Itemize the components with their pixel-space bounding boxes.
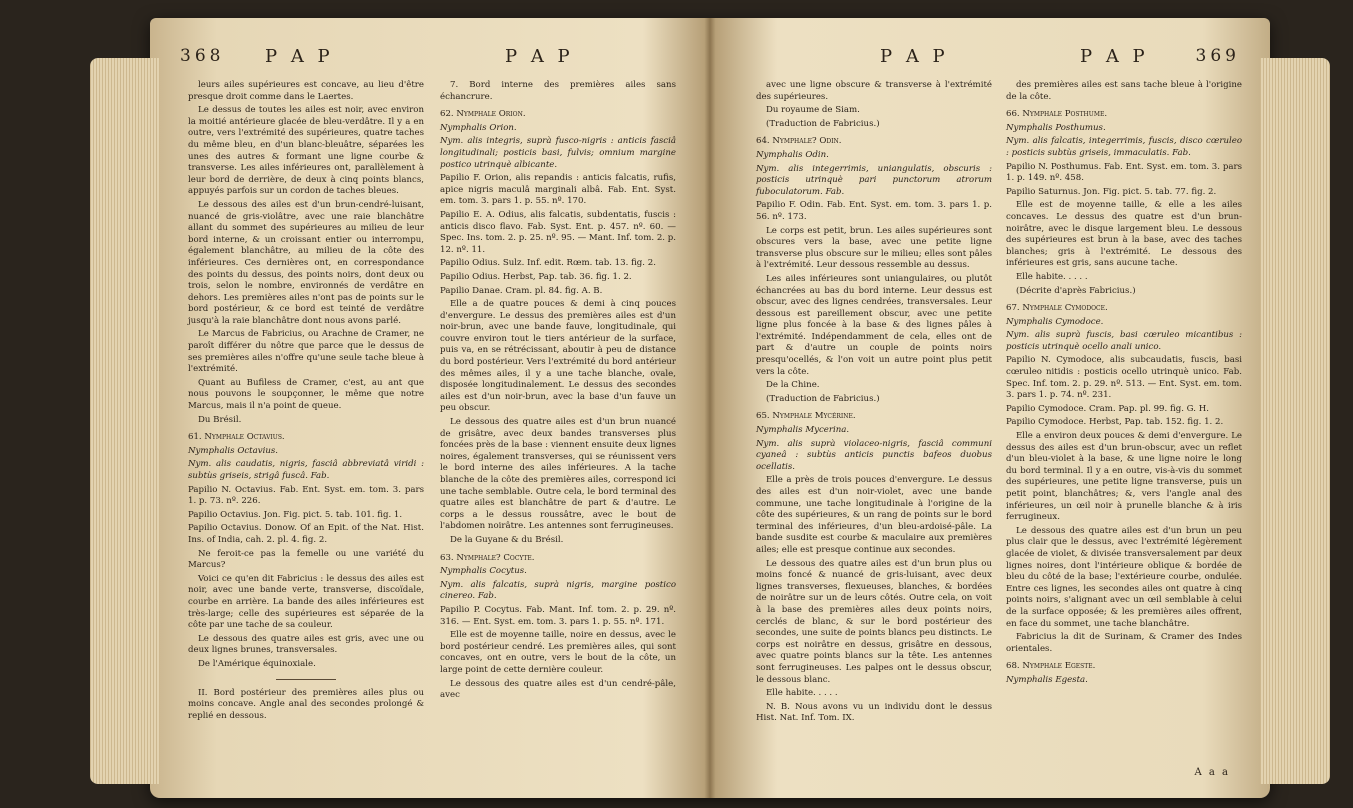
paragraph: Du royaume de Siam.: [766, 105, 860, 116]
signature-mark: A a a: [1194, 767, 1230, 778]
species-heading: 62. Nymphale Orion.: [440, 109, 526, 120]
paragraph: avec une ligne obscure & transverse à l'extrémité des supérieures.: [756, 80, 992, 102]
text-column: [188, 80, 424, 724]
page-number: 369: [1195, 46, 1240, 66]
bibliographic-reference: Papilio Odius. Sulz. Inf. edit. Rœm. tab. 13. fig. 2.: [440, 258, 656, 269]
latin-diagnosis: Nym. alis falcatis, suprà nigris, margine postico cinereo. Fab.: [440, 579, 676, 602]
bibliographic-reference: Papilio Octavius. Jon. Fig. pict. 5. tab. 101. fig. 1.: [188, 509, 403, 520]
paragraph: leurs ailes supérieures est concave, au lieu d'être presque droit comme dans le Laertes.: [188, 80, 424, 102]
bibliographic-reference: Papilio F. Orion, alis repandis : anticis falcatis, rufis, apice nigris maculâ marginali albâ. Fab. Ent. Syst. em. tom. 3. pars 1. p. 55. nº. 170.: [440, 173, 676, 207]
open-book: [150, 18, 1270, 798]
species-heading: 64. Nymphale? Odin.: [756, 136, 842, 147]
left-page-header: [180, 46, 660, 76]
paragraph: Le dessous des quatre ailes est d'un brun un peu plus clair que le dessus, avec l'extrémité légèrement glacée de violet, & divisée transversalement par deux lignes noires, dont l'intérieure oblique & bordée de bleu du côté de la base; l'extérieure courbe, ondulée. Entre ces lignes, les secondes ailes ont quatre à cinq points noirs, s'alignant avec un œil semblable à celui de la surface opposée; & les premières ailes offrent, en face du sommet, une tache blanchâtre.: [1006, 525, 1242, 629]
paragraph: II. Bord postérieur des premières ailes plus ou moins concave. Angle anal des secondes prolongé & replié en dessous.: [188, 687, 424, 721]
bibliographic-reference: Papilio Octavius. Donow. Of an Epit. of the Nat. Hist. Ins. of India, cah. 2. pl. 4. fig. 2.: [188, 523, 424, 545]
paragraph: Elle est de moyenne taille, & elle a les ailes concaves. Le dessus des quatre est d'un brun-noirâtre, avec le disque largement bleu. Le dessous des supérieures est brun à la base, avec des taches blanches; gris à l'extrémité. Le dessous des inférieures est gris, sans aucune tache.: [1006, 200, 1242, 269]
paragraph: N. B. Nous avons vu un individu dont le dessus Hist. Nat. Inf. Tom. IX.: [756, 701, 992, 724]
species-heading: 68. Nymphale Egeste.: [1006, 661, 1096, 672]
bibliographic-reference: Papilio P. Cocytus. Fab. Mant. Inf. tom. 2. p. 29. nº. 316. — Ent. Syst. em. tom. 3. pars 1. p. 55. nº. 171.: [440, 604, 676, 627]
latin-diagnosis: Nymphalis Cymodoce.: [1006, 316, 1104, 327]
paragraph: Elle a de quatre pouces & demi à cinq pouces d'envergure. Le dessus des premières ailes est d'un noir-brun, avec une bande fauve, longitudinale, qui couvre environ tout le tiers antérieur de la surface, puis va, en se rétrécissant, aboutir à peu de distance du bord postérieur. Vers l'extrémité du bord antérieur des mêmes ailes, il y a une tache blanche, ovale, disposée longitudinalement. Le dessus des secondes ailes est d'un noir-brun, avec la base d'un fauve un peu obscur.: [440, 299, 676, 414]
latin-diagnosis: Nym. alis integerrimis, uniangulatis, obscuris : posticis utrinquè pari punctorum atrorum fuboculatorum. Fab.: [756, 163, 992, 197]
text-column: [1006, 80, 1242, 689]
species-heading: 63. Nymphale? Cocyte.: [440, 552, 535, 563]
paragraph: Le dessous des quatre ailes est d'un brun plus ou moins foncé & nuancé de gris-luisant, avec deux lignes transverses, flexueuses, blanches, & bordées de noirâtre sur un de leurs côtés. Outre cela, on voit à la base des premières ailes deux points noirs, cerclés de blanc, & sur le bord postérieur des secondes, une suite de points blancs peu distincts. Le corps est noirâtre en dessus, grisâtre en dessous, avec quatre points blancs sur la tête. Les antennes sont ferrugineuses. Les palpes ont le dessus obscur, le dessous blanc.: [756, 558, 992, 685]
paragraph: Le corps est petit, brun. Les ailes supérieures sont obscures vers la base, avec une petite ligne transverse plus obscure sur le milieu; elles sont pâles à l'extrémité. Leur dessous ressemble au dessus.: [756, 225, 992, 271]
latin-diagnosis: Nymphalis Egesta.: [1006, 674, 1088, 685]
running-head: P A P: [505, 46, 574, 67]
species-heading: 61. Nymphale Octavius.: [188, 432, 285, 443]
paragraph: De l'Amérique équinoxiale.: [198, 658, 316, 669]
species-heading: 66. Nymphale Posthume.: [1006, 109, 1108, 120]
paragraph: 7. Bord interne des premières ailes sans échancrure.: [440, 80, 676, 102]
bibliographic-reference: Papilio Danae. Cram. pl. 84. fig. A. B.: [440, 285, 603, 296]
paragraph: Ne feroit-ce pas la femelle ou une variété du Marcus?: [188, 548, 424, 571]
latin-diagnosis: Nymphalis Cocytus.: [440, 566, 527, 577]
right-page-header: [760, 46, 1240, 76]
page-number: 368: [180, 46, 225, 66]
right-page: [730, 18, 1270, 798]
latin-diagnosis: Nym. alis caudatis, nigris, fasciâ abbreviatâ viridi : subtùs griseis, strigâ fuscâ. Fab.: [188, 459, 424, 481]
running-head: P A P: [265, 46, 334, 67]
paragraph: des premières ailes est sans tache bleue à l'origine de la côte.: [1006, 80, 1242, 102]
latin-diagnosis: Nymphalis Posthumus.: [1006, 122, 1106, 133]
latin-diagnosis: Nym. alis falcatis, integerrimis, fuscis, disco cœruleo : posticis subtùs griseis, immaculatis. Fab.: [1006, 136, 1242, 158]
paragraph: Elle est de moyenne taille, noire en dessus, avec le bord postérieur cendré. Les premières ailes, qui sont concaves, ont en outre, vers le bout de la côte, un large point de cette dernière couleur.: [440, 630, 676, 675]
latin-diagnosis: Nym. alis integris, suprà fusco-nigris : anticis fasciâ longitudinali; posticis basi, fulvis; omnium margine postico utrinquè albicante.: [440, 136, 676, 170]
paragraph: Elle habite. . . . .: [1016, 271, 1088, 282]
latin-diagnosis: Nymphalis Odin.: [756, 149, 829, 160]
running-head: P A P: [1080, 46, 1149, 67]
bibliographic-reference: Papilio Saturnus. Jon. Fig. pict. 5. tab. 77. fig. 2.: [1006, 186, 1217, 197]
running-head: P A P: [880, 46, 949, 67]
bibliographic-reference: Papilio Cymodoce. Herbst, Pap. tab. 152. fig. 1. 2.: [1006, 417, 1224, 428]
section-divider: [276, 679, 336, 680]
latin-diagnosis: Nymphalis Octavius.: [188, 445, 279, 456]
paragraph: Le dessous des ailes est d'un brun-cendré-luisant, nuancé de gris-violâtre, avec une raie blanchâtre allant du sommet des supérieures au milieu de leur bord interne, & un croissant entier ou interrompu, également blanchâtre, au milieu de la côte des inférieures. Ces dernières ont, en correspondance des points du dessus, des points noirs, dont deux ou trois, selon le nombre, environnés de verdâtre en dehors. Les premières ailes n'ont pas de points sur le bord postérieur, & ce bord est teinté de verdâtre jusqu'à la raie blanchâtre dont nous avons parlé.: [188, 199, 424, 326]
paragraph: Du Brésil.: [198, 414, 242, 425]
paragraph: Elle a environ deux pouces & demi d'envergure. Le dessus des ailes est d'un brun-obscur, avec un reflet d'un bleu-violet à la base, & une ligne noire le long du bord terminal. Il y a en outre, vis-à-vis du sommet des supérieures, une petite ligne transverse, puis un petit point, blanchâtres; &, vers l'angle anal des inférieures, un œil noir à prunelle blanche & à iris ferrugineux.: [1006, 431, 1242, 523]
paragraph: (Traduction de Fabricius.): [766, 118, 880, 129]
paragraph: Le dessus de toutes les ailes est noir, avec environ la moitié antérieure glacée de bleu-verdâtre. Il y a en outre, vers l'extrémité des supérieures, quatre taches du même bleu, en d'un blanc-bleuâtre, séparées les unes des autres & formant une ligne courbe & transverse. Les ailes inférieures ont, parallèlement à leur bord de derrière, de deux à cinq points blancs, appuyés parfois sur un cordon de taches bleues.: [188, 105, 424, 197]
paragraph: De la Guyane & du Brésil.: [450, 534, 564, 545]
paragraph: (Décrite d'après Fabricius.): [1016, 285, 1136, 296]
bibliographic-reference: Papilio E. A. Odius, alis falcatis, subdentatis, fuscis : anticis disco flavo. Fab. Syst. Ent. p. 457. nº. 60. — Spec. Ins. tom. 2. p. 25. nº. 95. — Mant. Inf. tom. 2. p. 12. nº. 11.: [440, 209, 676, 255]
paragraph: Le dessous des quatre ailes est d'un brun nuancé de grisâtre, avec deux bandes transverses plus foncées près de la base : viennent ensuite deux lignes noires, également transverses, qui se réunissent vers le bord interne des ailes inférieures. A la tache blanche de la côte des premières ailes, correspond ici une tache semblable. Outre cela, le bord terminal des quatre ailes est blanchâtre de part & d'autre. Le corps a le dessus roussâtre, avec le bout de l'abdomen noirâtre. Les antennes sont ferrugineuses.: [440, 417, 676, 532]
paragraph: Elle habite. . . . .: [766, 688, 838, 699]
paragraph: Fabricius la dit de Surinam, & Cramer des Indes orientales.: [1006, 632, 1242, 654]
latin-diagnosis: Nymphalis Orion.: [440, 122, 517, 133]
paragraph: De la Chine.: [766, 380, 820, 391]
bibliographic-reference: Papilio N. Posthumus. Fab. Ent. Syst. em. tom. 3. pars 1. p. 149. nº. 458.: [1006, 161, 1242, 184]
paragraph: Le Marcus de Fabricius, ou Arachne de Cramer, ne paroît différer du nôtre que parce que le dessus de ses premières ailes n'offre qu'une seule tache bleue à l'extrémité.: [188, 329, 424, 375]
bibliographic-reference: Papilio Odius. Herbst, Pap. tab. 36. fig. 1. 2.: [440, 271, 632, 282]
species-heading: 67. Nymphale Cymodoce.: [1006, 303, 1108, 314]
page-edges-right: [1260, 58, 1330, 784]
latin-diagnosis: Nym. alis suprà fuscis, basi cœruleo micantibus : posticis utrinquè ocello anali unico.: [1006, 330, 1242, 352]
latin-diagnosis: Nymphalis Mycerina.: [756, 425, 850, 436]
left-page: [150, 18, 690, 798]
text-column: [440, 80, 676, 704]
paragraph: Voici ce qu'en dit Fabricius : le dessus des ailes est noir, avec une bande verte, transverse, discoïdale, courbe en arrière. La bande des ailes inférieures est très-large; celle des supérieures est séparée de la côte par une tache de sa couleur.: [188, 573, 424, 631]
text-column: [756, 80, 992, 727]
paragraph: Les ailes inférieures sont uniangulaires, ou plutôt échancrées au bas du bord interne. Leur dessus est obscur, avec des lignes cendrées, transversales. Leur dessous est pareillement obscur, avec une petite ligne plus foncée à la base & des lignes pâles à l'extrémité. Indépendamment de cela, elles ont de part & d'autre un couple de points noirs presqu'ocellés, & l'on voit un autre point plus petit vers la côte.: [756, 273, 992, 377]
bibliographic-reference: Papilio N. Octavius. Fab. Ent. Syst. em. tom. 3. pars 1. p. 73. nº. 226.: [188, 484, 424, 507]
paragraph: Elle a près de trois pouces d'envergure. Le dessus des ailes est d'un noir-violet, avec une bande commune, une tache longitudinale à l'origine de la côte des supérieures, & un rang de points sur le bord terminal des inférieures, d'un bleu-ardoisé-pâle. La bande susdite est courbe & maculaire aux premières ailes; elle est presque continue aux secondes.: [756, 475, 992, 555]
paragraph: (Traduction de Fabricius.): [766, 393, 880, 404]
bibliographic-reference: Papilio F. Odin. Fab. Ent. Syst. em. tom. 3. pars 1. p. 56. nº. 173.: [756, 200, 992, 222]
paragraph: Quant au Bufiless de Cramer, c'est, au ant que nous pouvons le soupçonner, le même que notre Marcus, mais il n'a point de queue.: [188, 377, 424, 412]
latin-diagnosis: Nym. alis suprà violaceo-nigris, fasciâ communi cyaneâ : subtùs anticis punctis bafeos duobus ocellatis.: [756, 438, 992, 472]
bibliographic-reference: Papilio N. Cymodoce, alis subcaudatis, fuscis, basi cœruleo nitidis : posticis ocello utrinquè unico. Fab. Spec. Inf. tom. 2. p. 29. nº. 513. — Ent. Syst. em. tom. 3. pars 1. p. 74. nº. 231.: [1006, 355, 1242, 401]
paragraph: Le dessous des quatre ailes est gris, avec une ou deux lignes brunes, transversales.: [188, 633, 424, 656]
species-heading: 65. Nymphale Mycérine.: [756, 411, 856, 422]
paragraph: Le dessous des quatre ailes est d'un cendré-pâle, avec: [440, 678, 676, 701]
bibliographic-reference: Papilio Cymodoce. Cram. Pap. pl. 99. fig. G. H.: [1006, 403, 1209, 414]
